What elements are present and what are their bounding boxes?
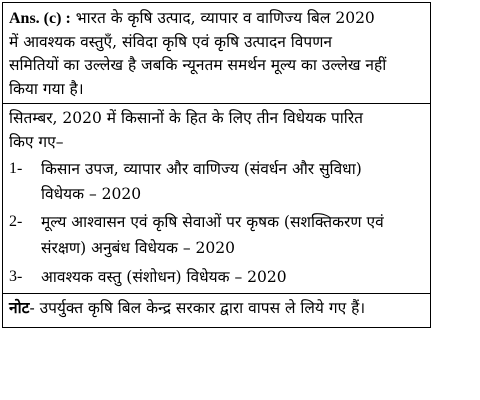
intro-line-1: सितम्बर, 2020 में किसानों के हित के लिए तीन विधेयक पारित bbox=[9, 109, 363, 127]
answer-line-3: समितियों का उल्लेख है जबकि न्यूनतम समर्थन मूल्य का उल्लेख नहीं bbox=[9, 56, 387, 74]
answer-line-1 bbox=[9, 7, 375, 30]
bill-2-number: 2- bbox=[9, 213, 23, 230]
answer-text-1: भारत के कृषि उत्पाद, व्यापार व वाणिज्य बिल 2020 bbox=[75, 9, 375, 27]
intro-line-2: किए गए– bbox=[9, 133, 64, 151]
bill-2-line-1: मूल्य आश्वासन एवं कृषि सेवाओं पर कृषक (सशक्तिकरण एवं bbox=[41, 213, 384, 231]
bill-2-line-2: संरक्षण) अनुबंध विधेयक – 2020 bbox=[41, 239, 235, 257]
divider-1 bbox=[3, 103, 430, 104]
divider-2 bbox=[3, 293, 430, 294]
bill-3-number: 3- bbox=[9, 268, 23, 285]
answer-line-2: में आवश्यक वस्तुएँ, संविदा कृषि एवं कृषि उत्पादन विपणन bbox=[9, 33, 333, 51]
answer-box bbox=[2, 2, 431, 328]
answer-line-4: किया गया है। bbox=[9, 80, 84, 98]
note-label: नोट bbox=[9, 298, 30, 317]
note-text: - उपर्युक्त कृषि बिल केन्द्र सरकार द्वारा वापस ले लिये गए हैं। bbox=[29, 299, 366, 317]
bill-1-line-2: विधेयक – 2020 bbox=[41, 185, 142, 203]
bill-1-line-1: किसान उपज, व्यापार और वाणिज्य (संवर्धन और सुविधा) bbox=[41, 160, 362, 178]
bill-1-number: 1- bbox=[9, 160, 23, 177]
note-line bbox=[9, 297, 365, 319]
answer-label: Ans. (c) : bbox=[9, 10, 71, 27]
bill-3-line-1: आवश्यक वस्तु (संशोधन) विधेयक – 2020 bbox=[41, 268, 287, 286]
